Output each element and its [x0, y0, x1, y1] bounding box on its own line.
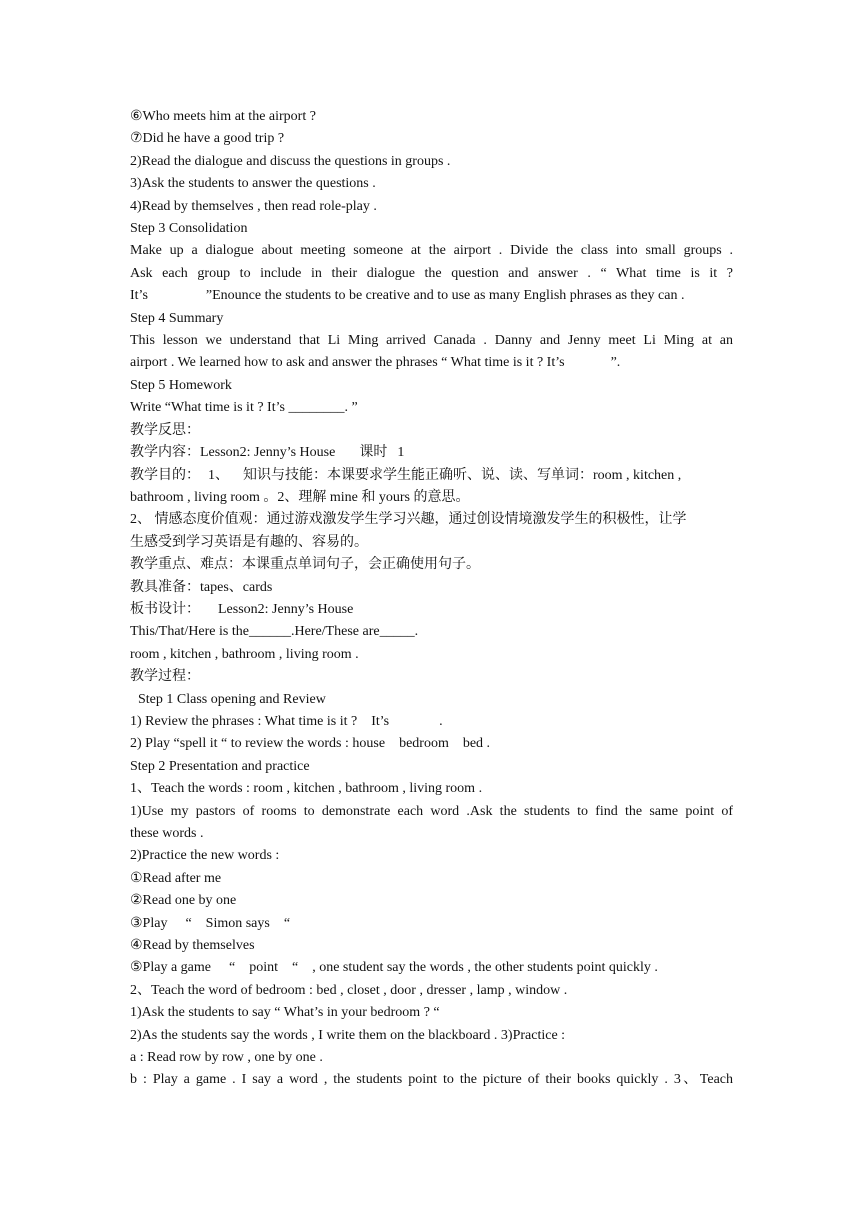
- step3-text-line1: Make up a dialogue about meeting someone at the airport . Divide the class into small groups .: [130, 243, 733, 259]
- document-page: [130, 106, 733, 1092]
- practice-5: [130, 957, 733, 979]
- emotion-aims-line1: 2、 情感态度价值观：通过游戏激发学生学习兴趣，通过创设情境激发学生的积极性，让学: [130, 512, 687, 528]
- period-dot: .: [439, 713, 443, 729]
- step1-heading: Step 1 Class opening and Review: [138, 691, 326, 707]
- bedroom-practice-b: b : Play a game . I say a word , the students point to the picture of their books quickly . 3、Teach: [130, 1072, 733, 1088]
- bedroom-practice-a: a : Read row by row , one by one .: [130, 1050, 323, 1066]
- its-label: It’s: [130, 288, 148, 304]
- game-name: point: [249, 960, 278, 976]
- close-quote: “: [283, 915, 291, 931]
- lesson-content: [130, 442, 733, 464]
- step3-text-line3: [130, 285, 733, 307]
- step2-item-3: 3)Ask the students to answer the questions .: [130, 176, 376, 192]
- board-sentence: This/That/Here is the______.Here/These are_____.: [130, 624, 419, 640]
- game-name: Simon says: [205, 915, 270, 931]
- period-label: 课时: [359, 445, 388, 461]
- game-description: , one student say the words , the other students point quickly .: [312, 960, 658, 976]
- step2-item-2: 2)Read the dialogue and discuss the questions in groups .: [130, 153, 451, 169]
- summary-line1: This lesson we understand that Li Ming arrived Canada . Danny and Jenny meet Li Ming at an: [130, 333, 733, 349]
- summary-line2: [130, 352, 733, 374]
- teaching-aims: [130, 465, 733, 487]
- review-phrase: 1) Review the phrases : What time is it ?: [130, 713, 358, 729]
- question-6: ⑥Who meets him at the airport ?: [130, 109, 316, 124]
- practice-1: ①Read after me: [130, 870, 222, 886]
- step3-text-rest: ”Enounce the students to be creative and to use as many English phrases as they can .: [205, 288, 685, 304]
- key-points: 教学重点、难点：本课重点单词句子，会正确使用句子。: [130, 557, 480, 573]
- bedroom-item-1: 1)Ask the students to say “ What’s in your bedroom ? “: [130, 1005, 440, 1021]
- word-bed: bed .: [462, 736, 491, 752]
- teach-words-item1-line2: these words .: [130, 826, 204, 841]
- step2-item-4: 4)Read by themselves , then read role-play .: [130, 198, 377, 214]
- practice-3: [130, 913, 733, 935]
- its-label: It’s: [371, 713, 390, 729]
- step1-item-1: [130, 711, 733, 733]
- teaching-aids: 教具准备：tapes、cards: [130, 579, 273, 595]
- step1-item-2: [130, 733, 733, 755]
- board-words: room , kitchen , bathroom , living room .: [130, 646, 359, 662]
- summary-line2-end: ”.: [610, 355, 621, 371]
- practice-2: ②Read one by one: [130, 893, 237, 909]
- homework-text: Write “What time is it ? It’s ________. ”: [130, 400, 358, 416]
- aims-number: 1、: [208, 467, 229, 483]
- blackboard-design: [130, 599, 733, 621]
- step5-heading: Step 5 Homework: [130, 377, 232, 393]
- board-title: Lesson2: Jenny’s House: [218, 601, 354, 617]
- step3-text-line2: Ask each group to include in their dialogue the question and answer . “ What time is it ?: [130, 265, 733, 281]
- question-7: ⑦Did he have a good trip ?: [130, 131, 285, 147]
- emotion-aims-line2: 生感受到学习英语是有趣的、容易的。: [130, 534, 368, 550]
- play-game-label: ⑤Play a game: [130, 960, 211, 976]
- board-label: 板书设计：: [130, 601, 200, 617]
- aims-label: 教学目的：: [130, 467, 200, 483]
- aims-line2: bathroom , living room 。2、理解 mine 和 yours 的意思。: [130, 489, 470, 505]
- teach-words-item1-line1: 1)Use my pastors of rooms to demonstrate each word .Ask the students to find the same point of: [130, 803, 733, 819]
- step3-heading: Step 3 Consolidation: [130, 221, 248, 237]
- play-label: ③Play: [130, 915, 168, 931]
- open-quote: “: [228, 960, 236, 976]
- step2-heading: Step 2 Presentation and practice: [130, 758, 310, 774]
- practice-4: ④Read by themselves: [130, 938, 255, 954]
- aims-text: 知识与技能：本课要求学生能正确听、说、读、写单词：room , kitchen ,: [243, 467, 682, 483]
- process-label: 教学过程：: [130, 669, 200, 685]
- step4-heading: Step 4 Summary: [130, 310, 224, 326]
- lesson-title: 教学内容：Lesson2: Jenny’s House: [130, 445, 336, 461]
- spell-review: 2) Play “spell it “ to review the words : house: [130, 736, 386, 752]
- close-quote: “: [291, 960, 299, 976]
- bedroom-item-2: 2)As the students say the words , I write them on the blackboard . 3)Practice :: [130, 1027, 566, 1043]
- period-value: 1: [397, 445, 405, 461]
- teach-words-1: 1、Teach the words : room , kitchen , bathroom , living room .: [130, 781, 483, 797]
- summary-line2-text: airport . We learned how to ask and answer the phrases “ What time is it ? It’s: [130, 355, 565, 371]
- reflection-label: 教学反思：: [130, 422, 200, 438]
- practice-heading: 2)Practice the new words :: [130, 848, 280, 864]
- open-quote: “: [185, 915, 192, 931]
- word-bedroom: bedroom: [399, 736, 449, 752]
- teach-words-2: 2、Teach the word of bedroom : bed , closet , door , dresser , lamp , window .: [130, 982, 568, 998]
